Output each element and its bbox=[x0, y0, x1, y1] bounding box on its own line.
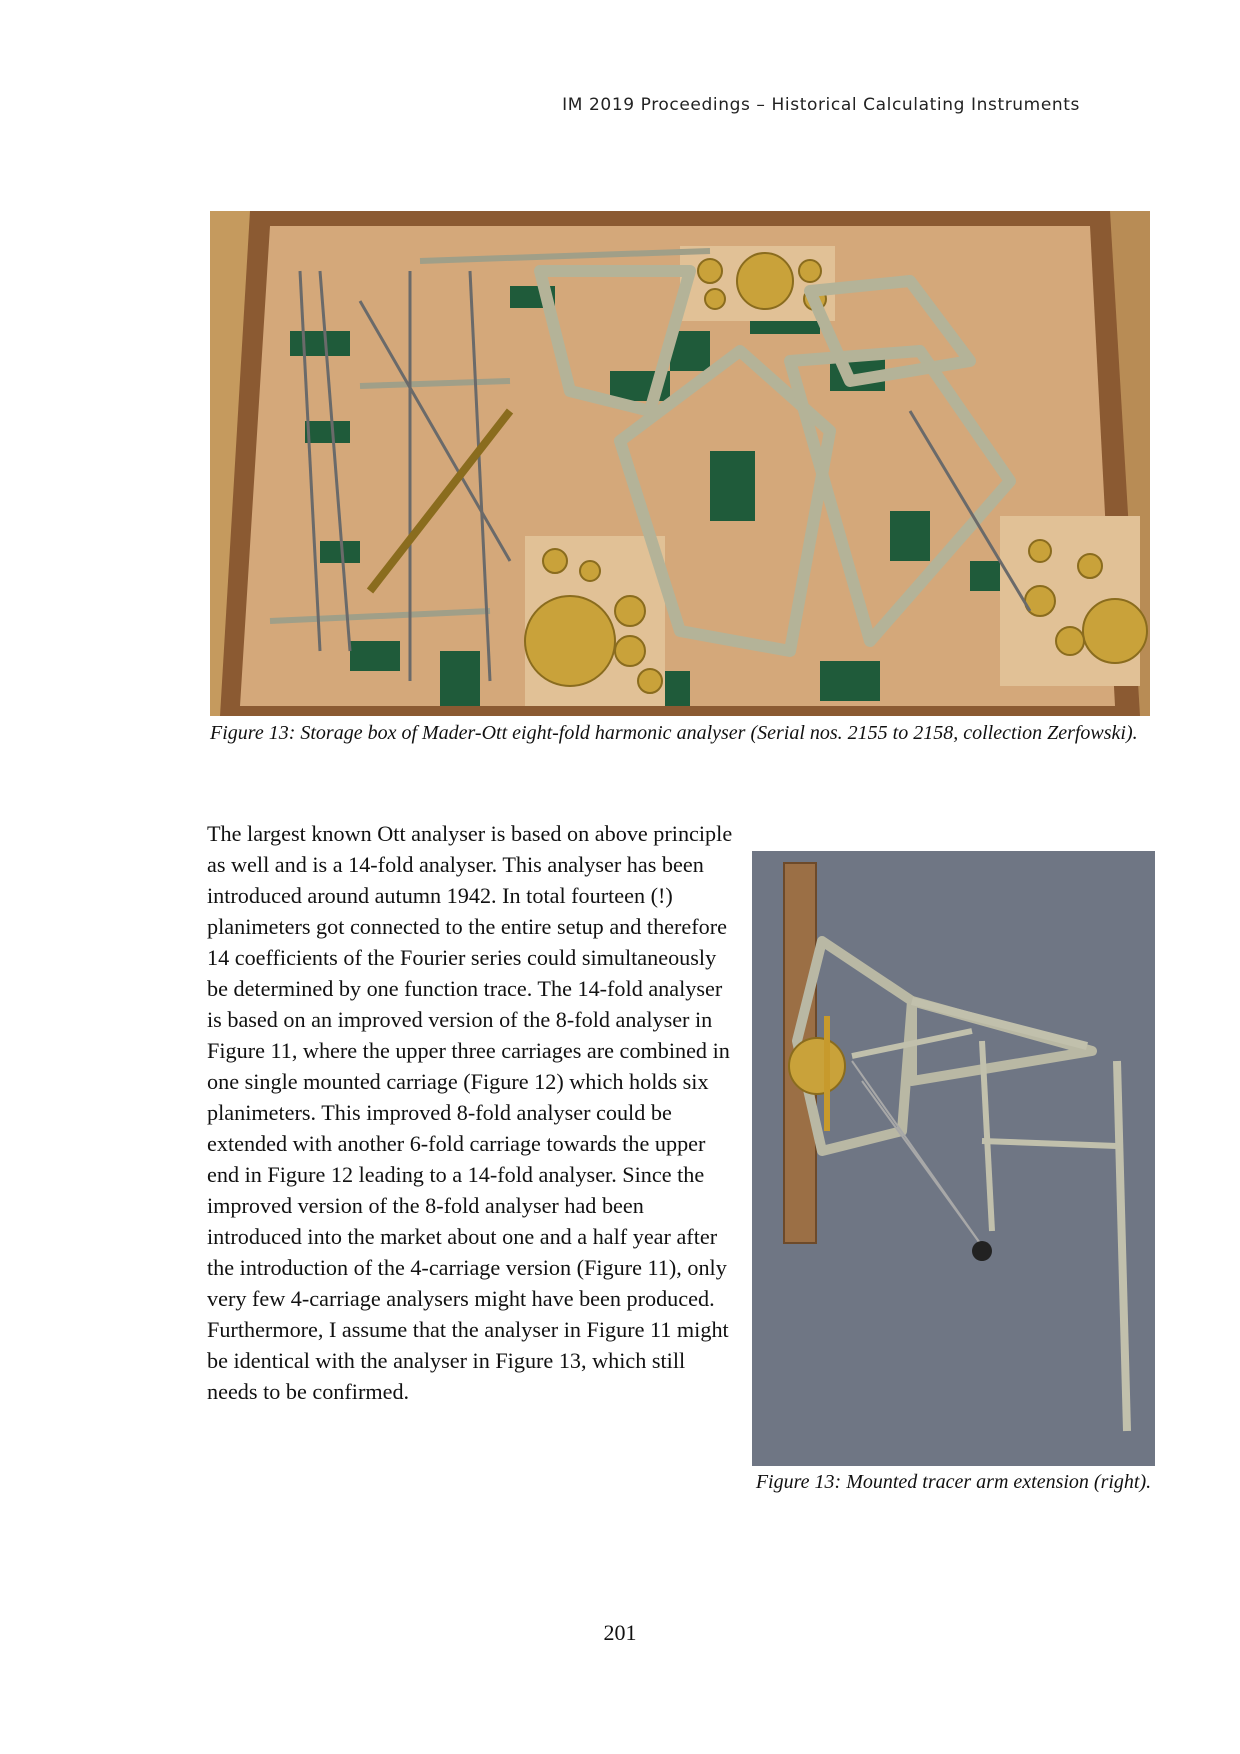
running-header: IM 2019 Proceedings – Historical Calculating Instruments bbox=[562, 95, 1080, 115]
page-number: 201 bbox=[603, 1620, 637, 1645]
figure-tracer-arm-photo bbox=[752, 851, 1155, 1466]
body-paragraph: The largest known Ott analyser is based on above principle as well and is a 14-fold analyser. This analyser has been introduced around autumn 1942. In total fourteen (!) planimeters got connected to the entire setup and therefore 14 coefficients of the Fourier series could simultaneously be determined by one function trace. The 14-fold analyser is based on an improved version of the 8-fold analyser in Figure 11, where the upper three carriages are combined in one single mounted carriage (Figure 12) which holds six planimeters. This improved 8-fold analyser could be extended with another 6-fold carriage towards the upper end in Figure 12 leading to a 14-fold analyser. Since the improved version of the 8-fold analyser had been introduced into the market about one and a half year after the introduction of the 4-carriage version (Figure 11), only very few 4-carriage analysers might have been produced. Furthermore, I assume that the analyser in Figure 11 might be identical with the analyser in Figure 13, which still needs to be confirmed. bbox=[207, 821, 733, 1404]
figure-storage-box-photo bbox=[210, 211, 1150, 716]
figure-storage-box-caption: Figure 13: Storage box of Mader-Ott eight-fold harmonic analyser (Serial nos. 2155 to 2158, collection Zerfowski). bbox=[210, 722, 1138, 744]
figure-tracer-arm-caption: Figure 13: Mounted tracer arm extension (right). bbox=[755, 1471, 1152, 1493]
